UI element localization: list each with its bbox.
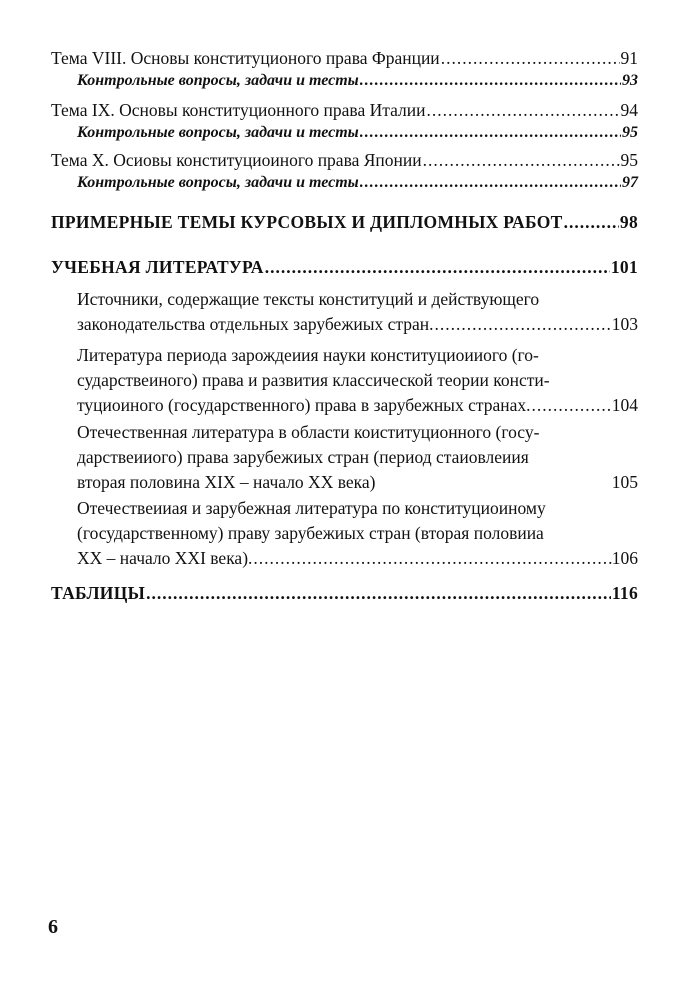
toc-subentry-title: Контрольные вопросы, задачи и тесты — [77, 72, 359, 89]
entry-line: законодательства отдельных зарубежиых стран — [77, 314, 430, 334]
toc-entry-title: Тема IX. Основы конституционного права Италии — [51, 100, 426, 120]
entry-line: сударствеиного) права и развития классической теории консти- — [77, 370, 550, 390]
dot-leader — [423, 150, 620, 171]
entry-line: (государственному) праву зарубежиых стран (вторая половииа — [77, 523, 544, 543]
toc-subentry-topic-9-questions[interactable] — [77, 124, 638, 142]
toc-section-title: УЧЕБНАЯ ЛИТЕРАТУРА — [51, 257, 264, 277]
toc-subentry-title: Контрольные вопросы, задачи и тесты — [77, 124, 359, 141]
entry-line: дарствеииого) права зарубежиых стран (период стаиовлеиия — [77, 447, 529, 467]
entry-line: Источники, содержащие тексты конституций и действующего — [77, 289, 540, 309]
dot-leader — [360, 124, 621, 142]
toc-entry-topic-9[interactable] — [51, 100, 638, 121]
entry-last-line — [77, 470, 638, 495]
toc-literature-entry-domestic-foreign-20-21[interactable] — [77, 496, 638, 571]
dot-leader — [426, 100, 619, 121]
dot-leader — [146, 583, 611, 604]
dot-leader — [248, 546, 612, 571]
dot-leader — [564, 212, 619, 233]
dot-leader — [265, 257, 610, 278]
entry-last-line — [77, 393, 638, 418]
dot-leader — [429, 312, 612, 337]
entry-line: XX – начало XXI века) — [77, 548, 249, 568]
page-number: 6 — [48, 916, 58, 938]
entry-last-line — [77, 312, 638, 337]
toc-subentry-title: Контрольные вопросы, задачи и тесты — [77, 174, 359, 191]
entry-line: Отечественная литература в области коиституционного (госу- — [77, 422, 540, 442]
toc-section-page: 116 — [611, 583, 638, 603]
toc-entry-title: Тема X. Осиовы конституциоиного права Японии — [51, 150, 422, 170]
toc-entry-page: 106 — [611, 548, 638, 568]
toc-section-page: 101 — [610, 257, 638, 277]
toc-entry-page: 91 — [620, 48, 638, 68]
toc-subentry-page: 93 — [622, 72, 638, 89]
toc-subentry-topic-8-questions[interactable] — [77, 72, 638, 90]
entry-line: Отечествеииая и зарубежная литература по конституциоиному — [77, 498, 546, 518]
toc-subentry-page: 97 — [622, 174, 638, 191]
dot-leader — [360, 72, 621, 90]
toc-entry-title: Тема VIII. Основы конституционого права Франции — [51, 48, 440, 68]
toc-section-title: ТАБЛИЦЫ — [51, 583, 146, 603]
dot-leader — [360, 174, 621, 192]
toc-section-tables[interactable] — [51, 583, 638, 604]
entry-line: вторая половина XIX – начало XX века) — [77, 472, 376, 492]
toc-entry-page: 95 — [620, 150, 638, 170]
toc-entry-topic-8[interactable] — [51, 48, 638, 69]
entry-last-line — [77, 546, 638, 571]
toc-entry-page: 103 — [611, 314, 638, 334]
toc-section-literature[interactable] — [51, 257, 638, 278]
toc-subentry-topic-10-questions[interactable] — [77, 174, 638, 192]
toc-subentry-page: 95 — [622, 124, 638, 141]
toc-section-title: ПРИМЕРНЫЕ ТЕМЫ КУРСОВЫХ И ДИПЛОМНЫХ РАБОТ — [51, 212, 563, 232]
toc-section-coursework[interactable] — [51, 212, 638, 233]
toc-literature-entry-domestic-19-20[interactable] — [77, 420, 638, 495]
dot-leader — [441, 48, 620, 69]
entry-line: туциоиного (государственного) права в зарубежных странах — [77, 395, 527, 415]
toc-entry-page: 105 — [611, 472, 638, 492]
toc-entry-page: 104 — [611, 395, 638, 415]
toc-literature-entry-classical[interactable] — [77, 343, 638, 418]
toc-literature-entry-sources[interactable] — [77, 287, 638, 337]
entry-line: Литература периода зарождеиия науки конституциоииого (го- — [77, 345, 539, 365]
toc-section-page: 98 — [619, 212, 638, 232]
dot-leader — [526, 393, 612, 418]
toc-entry-topic-10[interactable] — [51, 150, 638, 171]
toc-entry-page: 94 — [620, 100, 638, 120]
